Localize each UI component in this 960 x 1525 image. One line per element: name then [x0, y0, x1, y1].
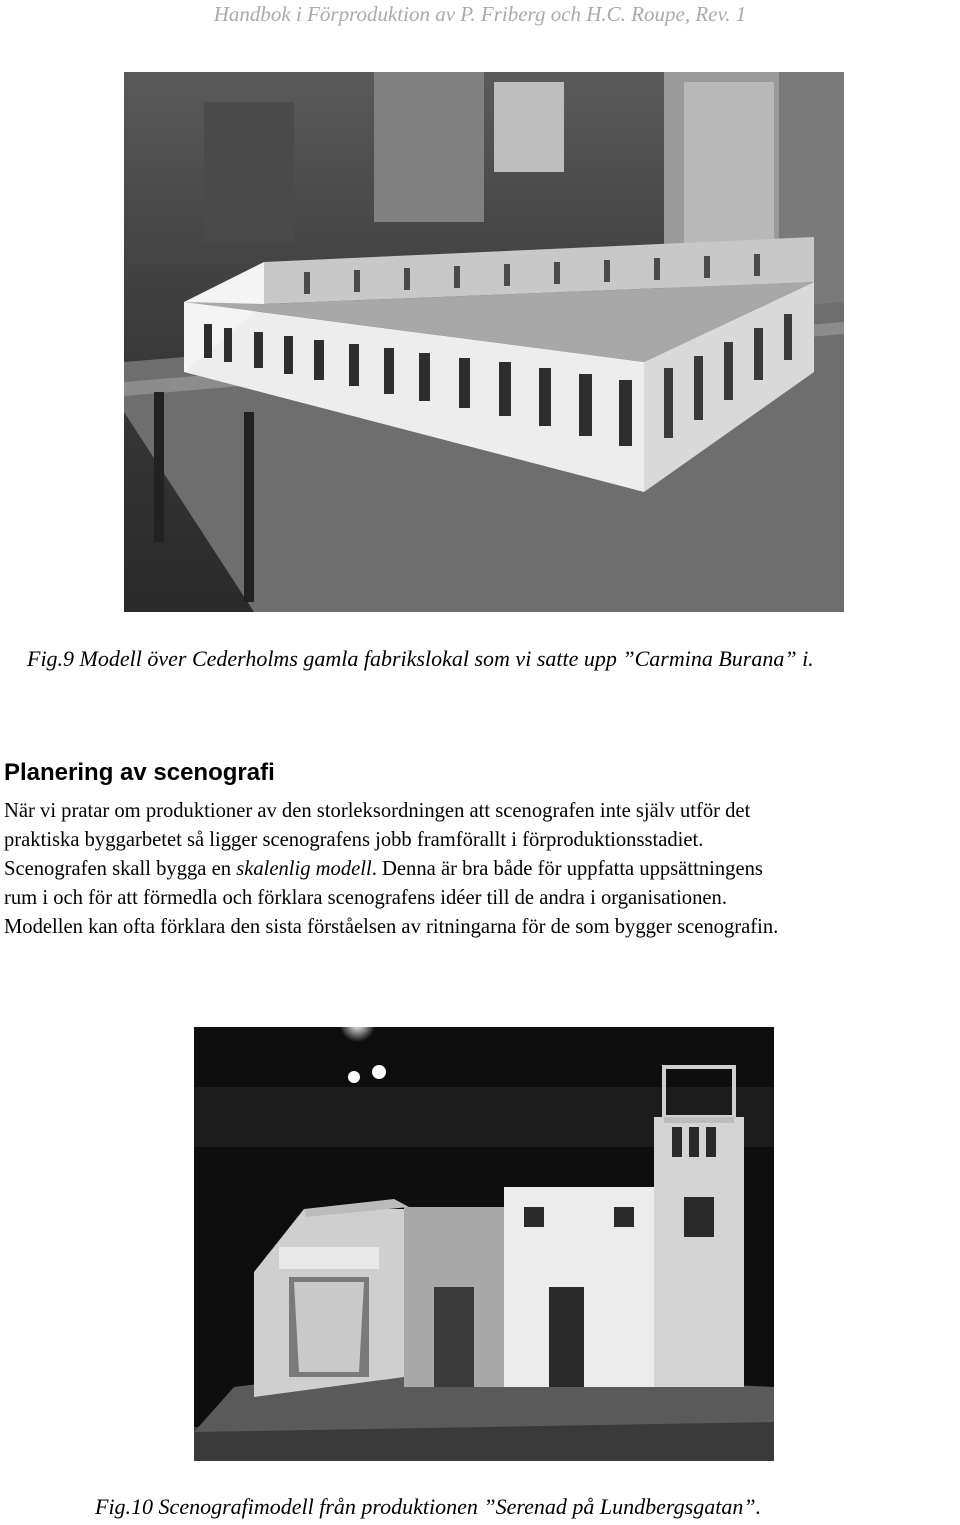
- body-line-3-post: . Denna är bra både för uppfatta uppsättningens: [371, 858, 763, 880]
- section-heading: Planering av scenografi: [4, 759, 275, 786]
- body-line-5: Modellen kan ofta förklara den sista förståelsen av ritningarna för de som bygger scenografin.: [4, 916, 779, 938]
- body-line-3-pre: Scenografen skall bygga en: [4, 858, 237, 880]
- figure-9-caption: Fig.9 Modell över Cederholms gamla fabrikslokal som vi satte upp ”Carmina Burana” i.: [27, 646, 814, 671]
- figure-10-caption: Fig.10 Scenografimodell från produktionen ”Serenad på Lundbergsgatan”.: [95, 1494, 762, 1519]
- body-line-3: [4, 855, 959, 884]
- stage-set-model-photo: [194, 1027, 774, 1461]
- body-line-2: praktiska byggarbetet så ligger scenografens jobb framförallt i förproduktionsstadiet.: [4, 829, 704, 851]
- page-header: Handbok i Förproduktion av P. Friberg och H.C. Roupe, Rev. 1: [213, 2, 747, 26]
- body-line-3-emphasis: skalenlig modell: [236, 858, 372, 880]
- body-line-1: När vi pratar om produktioner av den storleksordningen att scenografen inte själv utför det: [4, 800, 751, 822]
- section-body: [4, 797, 959, 942]
- body-line-4: rum i och för att förmedla och förklara scenografens idéer till de andra i organisationen.: [4, 887, 727, 909]
- factory-model-photo: [124, 72, 844, 612]
